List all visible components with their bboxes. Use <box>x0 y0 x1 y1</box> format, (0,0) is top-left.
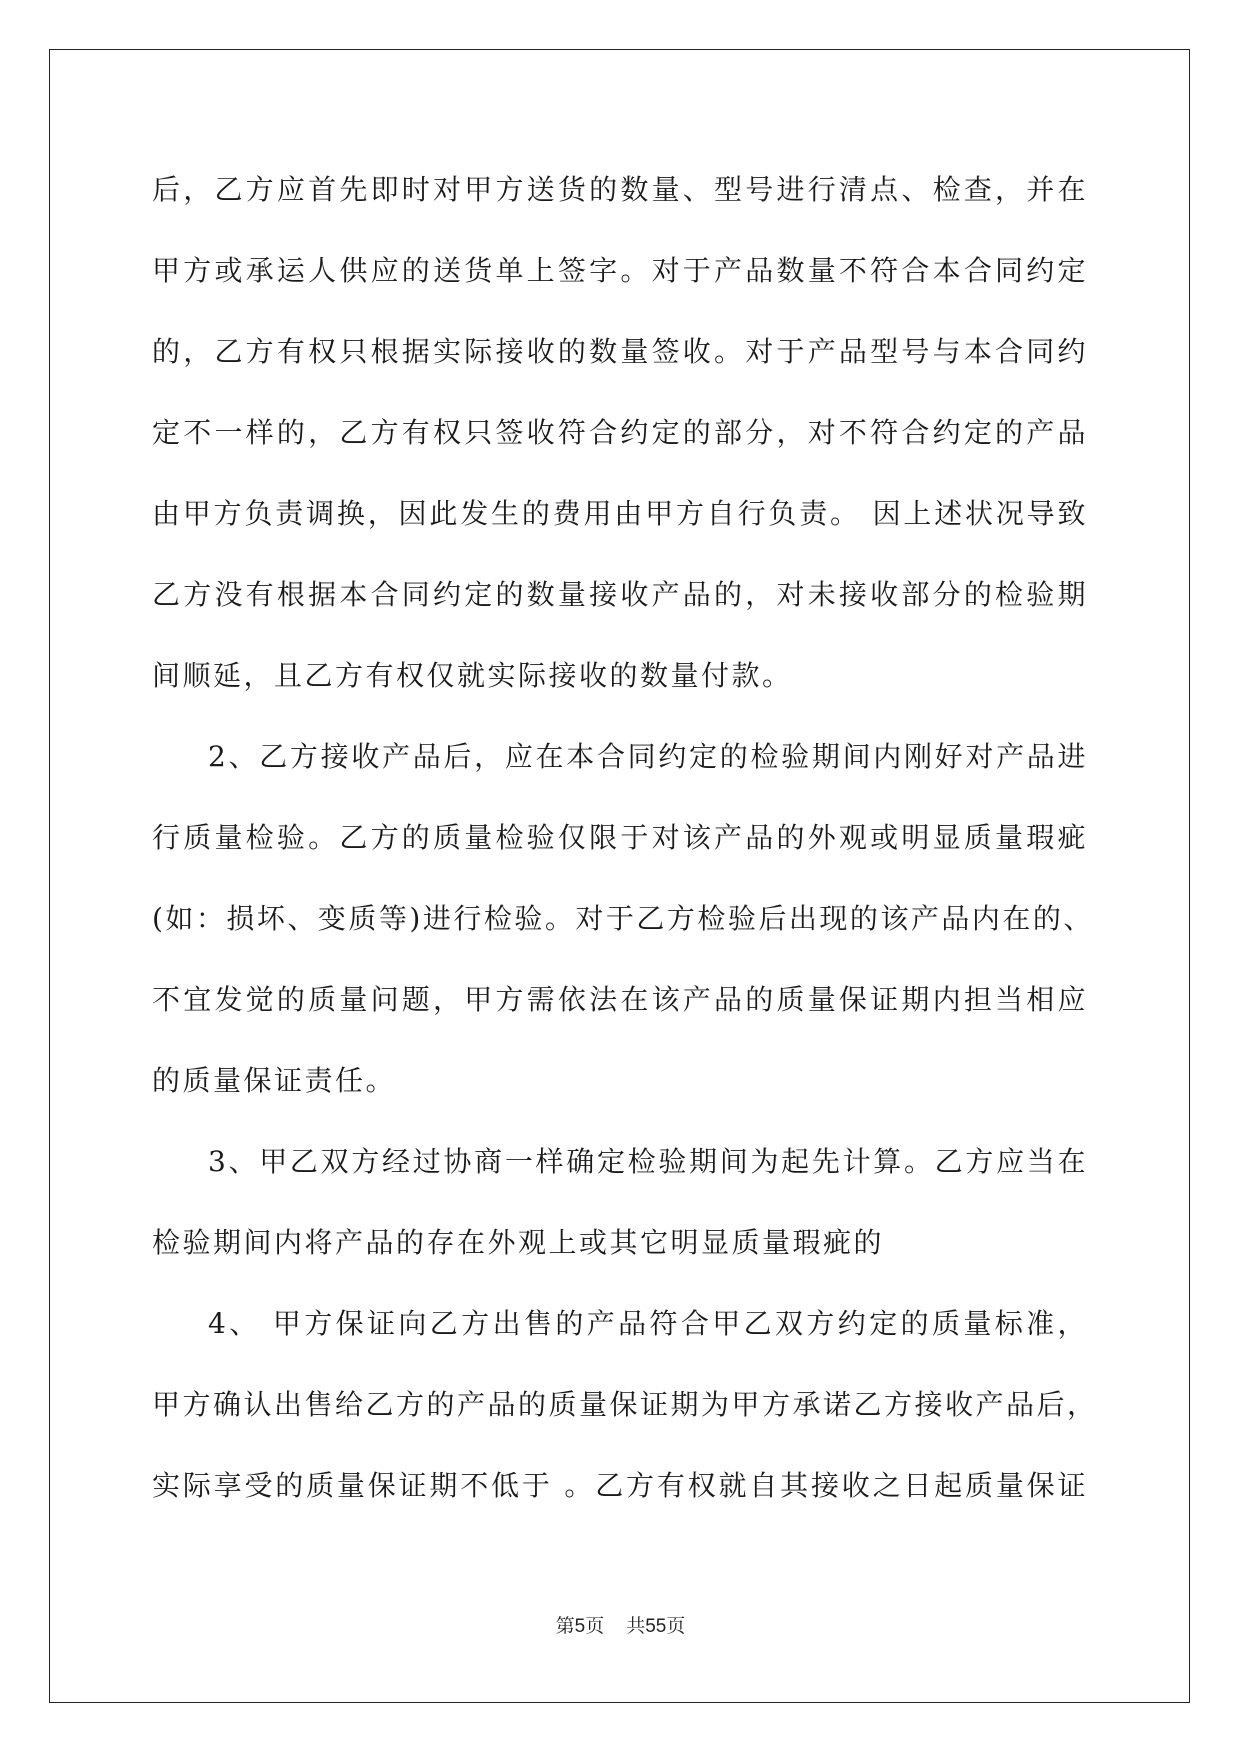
page-footer <box>0 1614 1241 1639</box>
text-line: 间顺延，且乙方有权仅就实际接收的数量付款。 <box>152 659 793 692</box>
text-line: 的质量保证责任。 <box>152 1064 397 1097</box>
text-line: 甲方或承运人供应的送货单上签字。对于产品数量不符合本合同约定 <box>152 254 1088 287</box>
text-line: (如：损坏、变质等)进行检验。对于乙方检验后出现的该产品内在的、 <box>152 902 1094 935</box>
page-prefix: 第 <box>555 1615 575 1637</box>
paragraph-2-start: 2、乙方接收产品后，应在本合同约定的检验期间内刚好对产品进 <box>208 740 1088 773</box>
text-line: 后，乙方应首先即时对甲方送货的数量、型号进行清点、检查，并在 <box>152 173 1088 206</box>
page-suffix: 页 <box>585 1615 605 1637</box>
text-line: 检验期间内将产品的存在外观上或其它明显质量瑕疵的 <box>152 1226 885 1259</box>
document-body <box>152 160 1098 1537</box>
text-line: 行质量检验。乙方的质量检验仅限于对该产品的外观或明显质量瑕疵 <box>152 821 1088 854</box>
paragraph-3-start: 3、甲乙双方经过协商一样确定检验期间为起先计算。乙方应当在 <box>208 1145 1088 1178</box>
text-line: 的，乙方有权只根据实际接收的数量签收。对于产品型号与本合同约 <box>152 335 1088 368</box>
total-pages: 55 <box>645 1616 667 1637</box>
text-line: 甲方确认出售给乙方的产品的质量保证期为甲方承诺乙方接收产品后， <box>152 1388 1098 1421</box>
total-suffix: 页 <box>666 1615 686 1637</box>
text-line: 由甲方负责调换，因此发生的费用由甲方自行负责。 因上述状况导致 <box>152 497 1088 530</box>
text-line: 乙方没有根据本合同约定的数量接收产品的，对未接收部分的检验期 <box>152 578 1088 611</box>
page-number: 5 <box>574 1616 586 1637</box>
paragraph-4-start: 4、 甲方保证向乙方出售的产品符合甲乙双方约定的质量标准， <box>208 1307 1088 1340</box>
text-line: 定不一样的，乙方有权只签收符合约定的部分，对不符合约定的产品 <box>152 416 1088 449</box>
text-line: 实际享受的质量保证期不低于 。乙方有权就自其接收之日起质量保证 <box>152 1469 1088 1502</box>
text-line: 不宜发觉的质量问题，甲方需依法在该产品的质量保证期内担当相应 <box>152 983 1088 1016</box>
total-prefix: 共 <box>626 1615 646 1637</box>
